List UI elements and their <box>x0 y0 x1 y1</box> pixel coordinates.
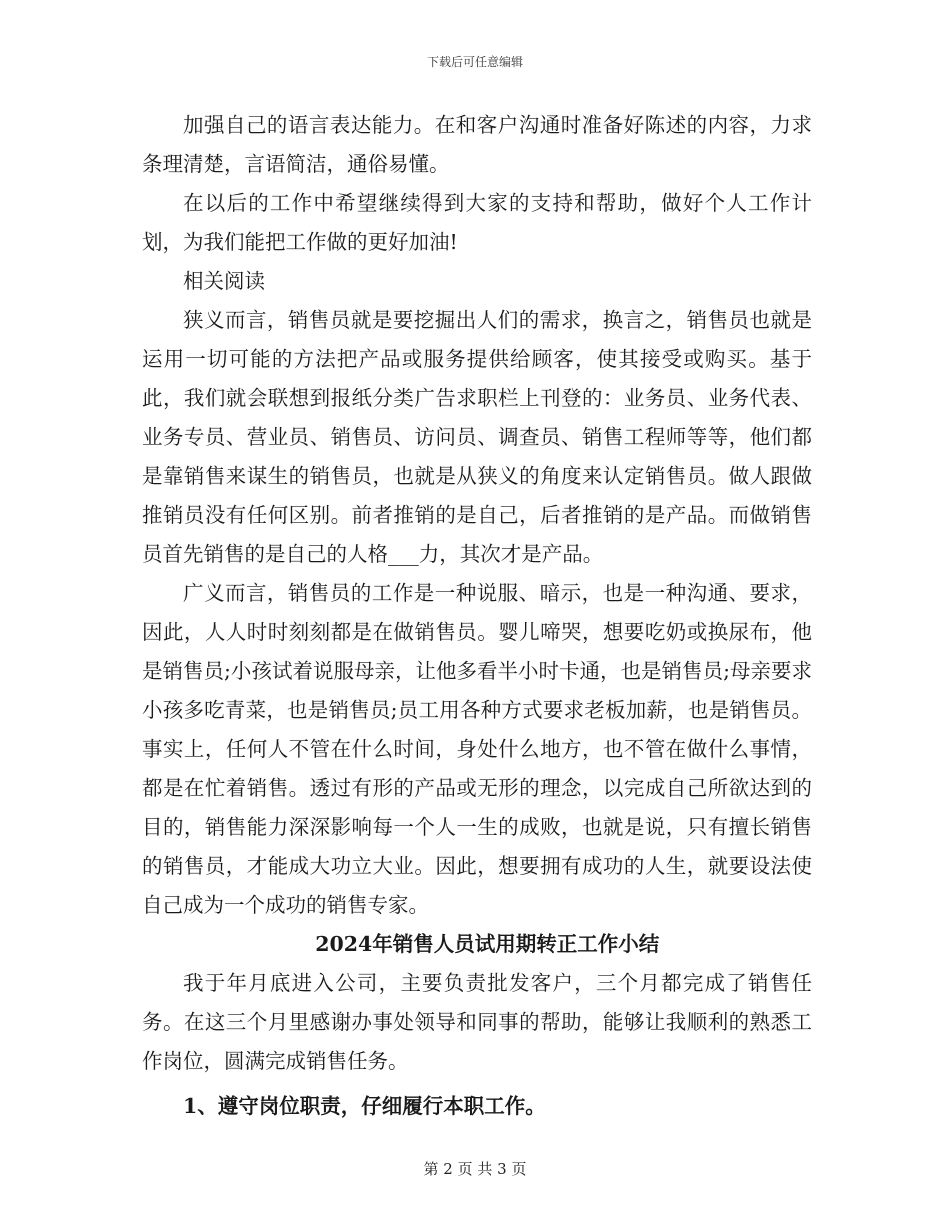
paragraph-narrow-definition: 狭义而言，销售员就是要挖掘出人们的需求，换言之，销售员也就是运用一切可能的方法把产品或服务提供给顾客，使其接受或购买。基于此，我们就会联想到报纸分类广告求职栏上刊登的：业务员、业务代表、业务专员、营业员、销售员、访问员、调查员、销售工程师等等，他们都是靠销售来谋生的销售员，也就是从狭义的角度来认定销售员。做人跟做推销员没有任何区别。前者推销的是自己，后者推销的是产品。而做销售员首先销售的是自己的人格___力，其次才是产品。 <box>142 308 812 566</box>
page-number: 第 2 页 共 3 页 <box>423 1160 527 1178</box>
page-header: 下载后可任意编辑 <box>426 55 523 69</box>
paragraph-future-work: 在以后的工作中希望继续得到大家的支持和帮助，做好个人工作计划，为我们能把工作做的更好加油! <box>142 191 812 254</box>
paragraph-language-skills: 加强自己的语言表达能力。在和客户沟通时准备好陈述的内容，力求条理清楚，言语简洁，通俗易懂。 <box>142 113 812 176</box>
section-title: 2024年销售人员试用期转正工作小结 <box>315 932 660 956</box>
related-reading-label: 相关阅读 <box>183 269 265 293</box>
section-subheading: 1、遵守岗位职责，仔细履行本职工作。 <box>183 1094 546 1118</box>
document-body <box>142 106 812 1126</box>
paragraph-broad-definition: 广义而言，销售员的工作是一种说服、暗示，也是一种沟通、要求，因此，人人时时刻刻都是在做销售员。婴儿啼哭，想要吃奶或换尿布，他是销售员;小孩试着说服母亲，让他多看半小时卡通，也是销售员;母亲要求小孩多吃青菜，也是销售员;员工用各种方式要求老板加薪，也是销售员。事实上，任何人不管在什么时间，身处什么地方，也不管在做什么事情，都是在忙着销售。透过有形的产品或无形的理念，以完成自己所欲达到的目的，销售能力深深影响每一个人一生的成败，也就是说，只有擅长销售的销售员，才能成大功立大业。因此，想要拥有成功的人生，就要设法使自己成为一个成功的销售专家。 <box>142 581 812 917</box>
section-intro: 我于年月底进入公司，主要负责批发客户，三个月都完成了销售任务。在这三个月里感谢办事处领导和同事的帮助，能够让我顺利的熟悉工作岗位，圆满完成销售任务。 <box>142 971 812 1073</box>
